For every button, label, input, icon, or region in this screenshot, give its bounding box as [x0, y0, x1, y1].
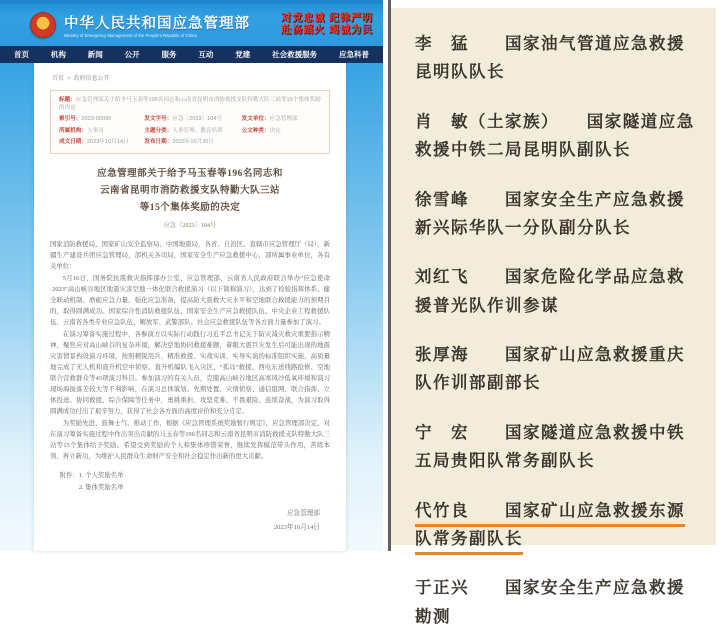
meta-publish-date-label: 发布日期：: [144, 139, 173, 146]
attachment-line-2: 2. 集体奖励名单: [78, 483, 124, 491]
meta-index-value: 2023-00095: [81, 116, 112, 123]
meta-topic-value: 人事管理、教育培训: [172, 127, 223, 134]
nav-item-social-rescue[interactable]: 社会救援服务: [272, 50, 318, 59]
roster-entry-dai-zhuliang-highlighted: [415, 497, 700, 554]
page-body: [0, 63, 383, 551]
award-roster-page: [391, 8, 716, 626]
document-number: 应急〔2023〕104号: [163, 222, 217, 230]
roster-entry-ning-hong: 宁 宏 国家隧道应急救援中铁五局贵阳队常务副队长: [415, 423, 685, 471]
breadcrumb-separator: >: [67, 76, 71, 82]
nav-item-interaction[interactable]: 互动: [198, 50, 214, 59]
meta-unit-value: 应急管理部: [269, 116, 298, 123]
roster-entry-xu-xuefeng: 徐雪峰 国家安全生产应急救援新兴际华队一分队副分队长: [415, 190, 685, 237]
meta-publish-date-value: 2023年10月20日: [172, 139, 215, 146]
site-header: [0, 0, 383, 46]
roster-entry-li-meng: 李 猛 国家油气管道应急救援昆明队队长: [415, 35, 685, 82]
main-nav: [0, 46, 383, 63]
document-title-line2: 云南省昆明市消防救援支队特勤大队三站: [99, 185, 280, 196]
nav-item-org[interactable]: 机构: [50, 50, 66, 59]
nav-item-disclosure[interactable]: 公开: [124, 50, 140, 59]
orange-underline-highlight: 代竹良 国家矿山应急救援东源队常务副队长: [415, 502, 685, 555]
meta-org-label: 所属机构：: [59, 127, 87, 134]
nav-item-home[interactable]: 首页: [14, 50, 29, 59]
fire-rescue-motto: [281, 13, 373, 38]
site-title: 中华人民共和国应急管理部: [64, 16, 250, 32]
paragraph-exercise-details: 在演习筹备实施过程中，各参演方以实际行动践行习近平总书记关于防灾减灾救灾重要指示精神，聚焦应对高山峡谷的复杂环境，解决空地协同救援难题，着眼大震巨灾发生后可能出现的地震灾害情景构设演习环境，按照精锐用兵、精准救援、实战实训、实导实演的标准组织实施，高质量地完成了无人机和直升机空中侦察、直升机编队飞入灾区、“孤岛”救援、西电东送线路抢修、空地联合营救群众等43项演习科目。参加演习的有关人员，克服高山峡谷地区高寒风沙低氧环境和演习现场海拔落差较大等不利影响，在演习总体策划、先期处置、灾情侦察、通信组网、联合指挥、立体投送、协同救援、综合保障等任务中，勇挑重担、攻坚克难、不畏艰险、连续奋战，为演习取得圆满成功付出了艰辛努力，获得了社会各方面的高度评价和充分肯定。: [50, 331, 330, 416]
document-meta-box: [50, 90, 330, 154]
nav-item-services[interactable]: 服务: [161, 50, 177, 59]
motto-line-1: 对党忠诚 纪律严明: [281, 12, 373, 24]
breadcrumb: [52, 73, 330, 82]
meta-written-date-value: 2023年10月14日: [86, 139, 129, 146]
signing-date: 2023年10月14日: [273, 523, 320, 531]
meta-title-value: 应急管理部关于给予马玉春等196名同志和云南省昆明市消防救援支队特勤大队三站等15个集体奖励的决定: [59, 97, 321, 111]
meta-type-value: 决定: [269, 127, 281, 134]
paragraph-exercise-overview: 5月16日，国务院抗震救灾指挥部办公室、应急管理部、云南省人民政府联合举办“应急使命·2023”高山峡谷地区地震灾害空地一体化联合救援演习（以下简称演习），达到了检验指挥体系、健全联动机制、磨砺应急力量、强化应急准备，提高防大震救大灾水平和空地联合救援能力的预期目的，取得圆满成功。国家综合性消防救援队伍、国家安全生产应急救援队伍、中央企业工程救援队伍、云南省各类专业应急队伍、解放军、武警部队、社会应急救援队伍等各方面力量参加了演习。: [50, 275, 330, 327]
attachment-line-1: 附件：1. 个人奖励名单: [59, 472, 124, 480]
nav-item-science[interactable]: 应急科普: [339, 50, 369, 59]
roster-entry-liu-hongfei: 刘红飞 国家危险化学品应急救援普光队作训参谋: [415, 268, 685, 315]
meta-org-value: 人事司: [86, 127, 104, 134]
roster-entry-xiao-min: 肖 敏（土家族） 国家隧道应急救援中铁二局昆明队副队长: [415, 112, 695, 160]
meta-docno-label: 发文字号：: [144, 116, 173, 123]
paragraph-award-decision: 为奖励先进、鼓舞士气、推动工作，根据《应急管理系统奖励暂行规定》，应急管理部决定，对在演习筹备实施过程中作出突出贡献的马玉春等196名同志和云南省昆明市消防救援支队特勤大队三站等15个集体给予奖励。希望受到奖励的个人和集体珍惜荣誉，继续发挥模范带头作用，苦练本领、再立新功，为维护人民群众生命财产安全和社会稳定作出新的更大贡献。: [50, 420, 330, 461]
site-subtitle-en: Ministry of Emergency Management of the People's Republic of China: [64, 33, 197, 38]
document-body: [50, 239, 330, 462]
meta-unit-label: 发文单位：: [241, 116, 270, 123]
document-card: [34, 63, 346, 551]
motto-line-2: 赴汤蹈火 竭诚为民: [281, 25, 373, 36]
meta-topic-label: 主题分类：: [144, 127, 173, 134]
nav-item-news[interactable]: 新闻: [87, 50, 103, 59]
roster-entry-zhang-houhai: 张厚海 国家矿山应急救援重庆队作训部副部长: [415, 346, 685, 393]
meta-written-date-label: 成文日期：: [59, 139, 87, 146]
signature-block: [50, 507, 330, 533]
breadcrumb-home[interactable]: 首页: [52, 76, 65, 82]
gov-website-panel: [0, 0, 383, 551]
document-title-line1: 应急管理部关于给予马玉春等196名同志和: [97, 168, 283, 179]
meta-title-label: 标题：: [59, 97, 76, 103]
roster-panel: [391, 0, 720, 626]
signing-authority: 应急管理部: [287, 510, 320, 518]
meta-docno-value: 应急〔2023〕104号: [172, 116, 223, 123]
roster-entry-yu-zhengxing: 于正兴 国家安全生产应急救援勘测: [415, 579, 685, 626]
meta-type-label: 公文种类：: [241, 127, 270, 134]
attachments-block: [60, 470, 330, 493]
national-emblem-icon: ★: [30, 12, 56, 38]
paragraph-addressees: 国家消防救援局、国家矿山安全监察局、中国地震局，各省、自治区、直辖市应急管理厅（局），新疆生产建设兵团应急管理局，部机关各司局，国家安全生产应急救援中心，部所属事业单位，各有关单位：: [50, 241, 330, 271]
document-title: [50, 166, 330, 217]
nav-item-party[interactable]: 党建: [235, 50, 251, 59]
breadcrumb-current[interactable]: 政府信息公开: [73, 76, 110, 82]
meta-index-label: 索引号：: [59, 116, 82, 123]
document-title-line3: 等15个集体奖励的决定: [139, 202, 241, 213]
